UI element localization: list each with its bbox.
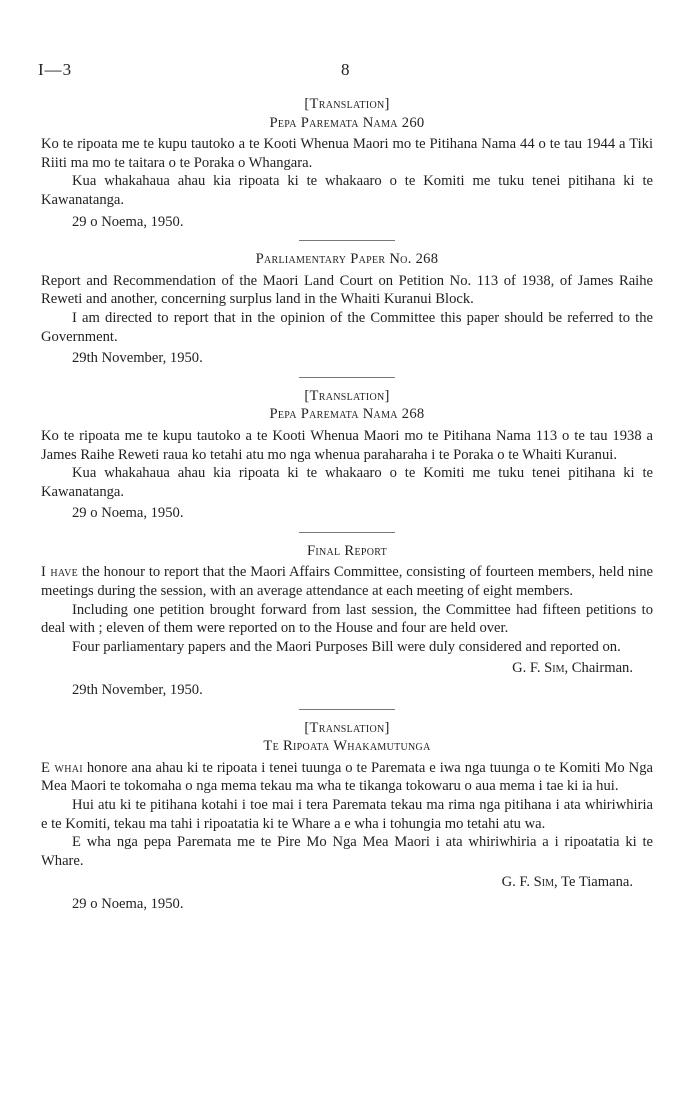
page-content [41, 95, 653, 914]
signature-role: Chairman. [568, 660, 633, 677]
paragraph-text: the honour to report that the Maori Affairs Committee, consisting of fourteen members, held nine meetings during the session, with an average attendance at each meeting of eight members. [41, 564, 654, 600]
section-divider [299, 377, 395, 378]
section-paper-260-translation [41, 95, 653, 231]
lead-words: I have [41, 564, 79, 581]
signature-name: G. F. Sim, [512, 660, 569, 677]
paragraph: Including one petition brought forward from last session, the Committee had fifteen petitions to deal with ; eleven of them were reported on to the House and four are held over. [41, 601, 653, 637]
paragraph: Ko te ripoata me te kupu tautoko a te Kooti Whenua Maori mo te Pitihana Nama 44 o te tau 1944 a Tiki Riiti ma mo te taitara o te Poraka o Whangara. [41, 136, 653, 171]
signature-role: Te Tiamana. [557, 874, 633, 891]
translation-label: [Translation] [304, 96, 390, 112]
paragraph [41, 563, 653, 600]
paragraph: Report and Recommendation of the Maori Land Court on Petition No. 113 of 1938, of James Raihe Reweti and another, concerning surplus land in the Whaiti Kuranui Block. [41, 272, 653, 308]
section-final-report [41, 542, 653, 700]
signature [41, 659, 653, 678]
paragraph: I am directed to report that in the opinion of the Committee this paper should be referred to the Government. [41, 309, 653, 345]
paragraph: Kua whakahaua ahau kia ripoata ki te whakaaro o te Komiti me tuku tenei pitihana ki te Kawanatanga. [41, 465, 653, 500]
document-reference: I—3 [38, 60, 73, 79]
paragraph: Four parliamentary papers and the Maori Purposes Bill were duly considered and reported on. [72, 638, 621, 655]
date-line: 29th November, 1950. [72, 682, 203, 699]
section-title: Pepa Paremata Nama 260 [269, 114, 425, 131]
translation-label: [Translation] [304, 387, 390, 404]
translation-label: [Translation] [304, 719, 390, 736]
section-paper-268-translation [41, 387, 653, 523]
date-line: 29 o Noema, 1950. [72, 895, 184, 912]
section-final-report-translation [41, 719, 653, 914]
section-title: Te Ripoata Whakamutunga [263, 738, 431, 755]
page-number: 8 [341, 60, 350, 79]
paragraph: E wha nga pepa Paremata me te Pire Mo Nga Mea Maori i ata whiriwhiria a i ripoatatia ki te Whare. [41, 834, 653, 869]
section-divider [299, 532, 395, 533]
section-divider [299, 709, 395, 710]
section-title: Final Report [306, 542, 388, 559]
section-title: Pepa Paremata Nama 268 [269, 406, 425, 423]
lead-words: E whai [41, 759, 83, 776]
section-paper-268 [41, 250, 653, 368]
paragraph: Kua whakahaua ahau kia ripoata ki te whakaaro o te Komiti me tuku tenei pitihana ki te Kawanatanga. [41, 173, 653, 208]
signature-name: G. F. Sim, [501, 874, 558, 891]
paragraph-text: honore ana ahau ki te ripoata i tenei tuunga o te Paremata e iwa nga tuunga o te Komiti Mo Nga Mea Maori te tokomaha o nga mema tekau ma wha te tikanga tokowaru o aua mema i tae ki ia hui. [41, 759, 653, 795]
paragraph: Ko te ripoata me te kupu tautoko a te Kooti Whenua Maori mo te Pitihana Nama 113 o te tau 1938 a James Raihe Reweti raua ko tetahi atu mo nga whenua paraharaha i te Poraka o te Whaiti Kuranui. [41, 427, 653, 463]
date-line: 29th November, 1950. [72, 350, 203, 367]
date-line: 29 o Noema, 1950. [72, 213, 184, 230]
section-divider [299, 240, 395, 241]
date-line: 29 o Noema, 1950. [72, 505, 184, 522]
section-title: Parliamentary Paper No. 268 [255, 251, 439, 268]
paragraph [41, 759, 653, 796]
paragraph: Hui atu ki te pitihana kotahi i toe mai i tera Paremata tekau ma rima nga pitihana i ata whiriwhiria e te Komiti, tekau ma tahi i ripoatatia ki te Whare a e wha i tohungia mo tetahi atu wa. [41, 797, 653, 832]
signature [41, 873, 653, 892]
